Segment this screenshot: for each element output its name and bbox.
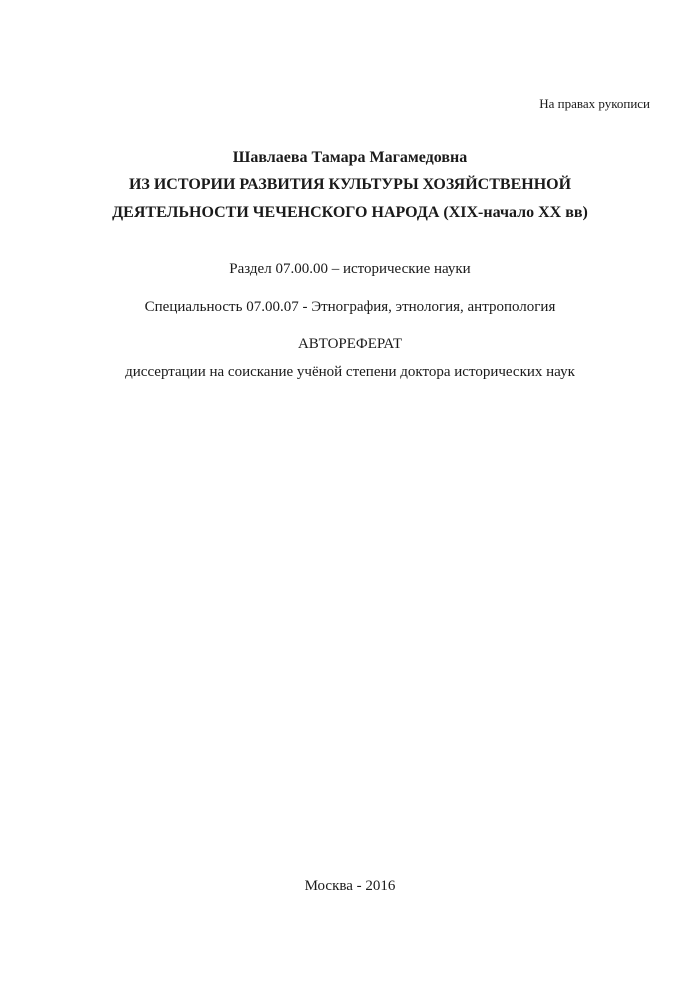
title-line-2: ДЕЯТЕЛЬНОСТИ ЧЕЧЕНСКОГО НАРОДА (XIX-начало XX вв) (112, 204, 588, 221)
author-name: Шавлаева Тамара Магамедовна (232, 149, 468, 166)
city-year: Москва - 2016 (304, 878, 396, 894)
specialty-line: Специальность 07.00.07 - Этнография, этнология, антропология (144, 299, 556, 315)
section-line: Раздел 07.00.00 – исторические науки (229, 261, 471, 277)
dissertation-purpose: диссертации на соискание учёной степени доктора исторических наук (125, 364, 575, 380)
document-type: АВТОРЕФЕРАТ (297, 336, 403, 352)
manuscript-note: На правах рукописи (539, 96, 650, 111)
title-line-1: ИЗ ИСТОРИИ РАЗВИТИЯ КУЛЬТУРЫ ХОЗЯЙСТВЕННОЙ (128, 176, 572, 193)
